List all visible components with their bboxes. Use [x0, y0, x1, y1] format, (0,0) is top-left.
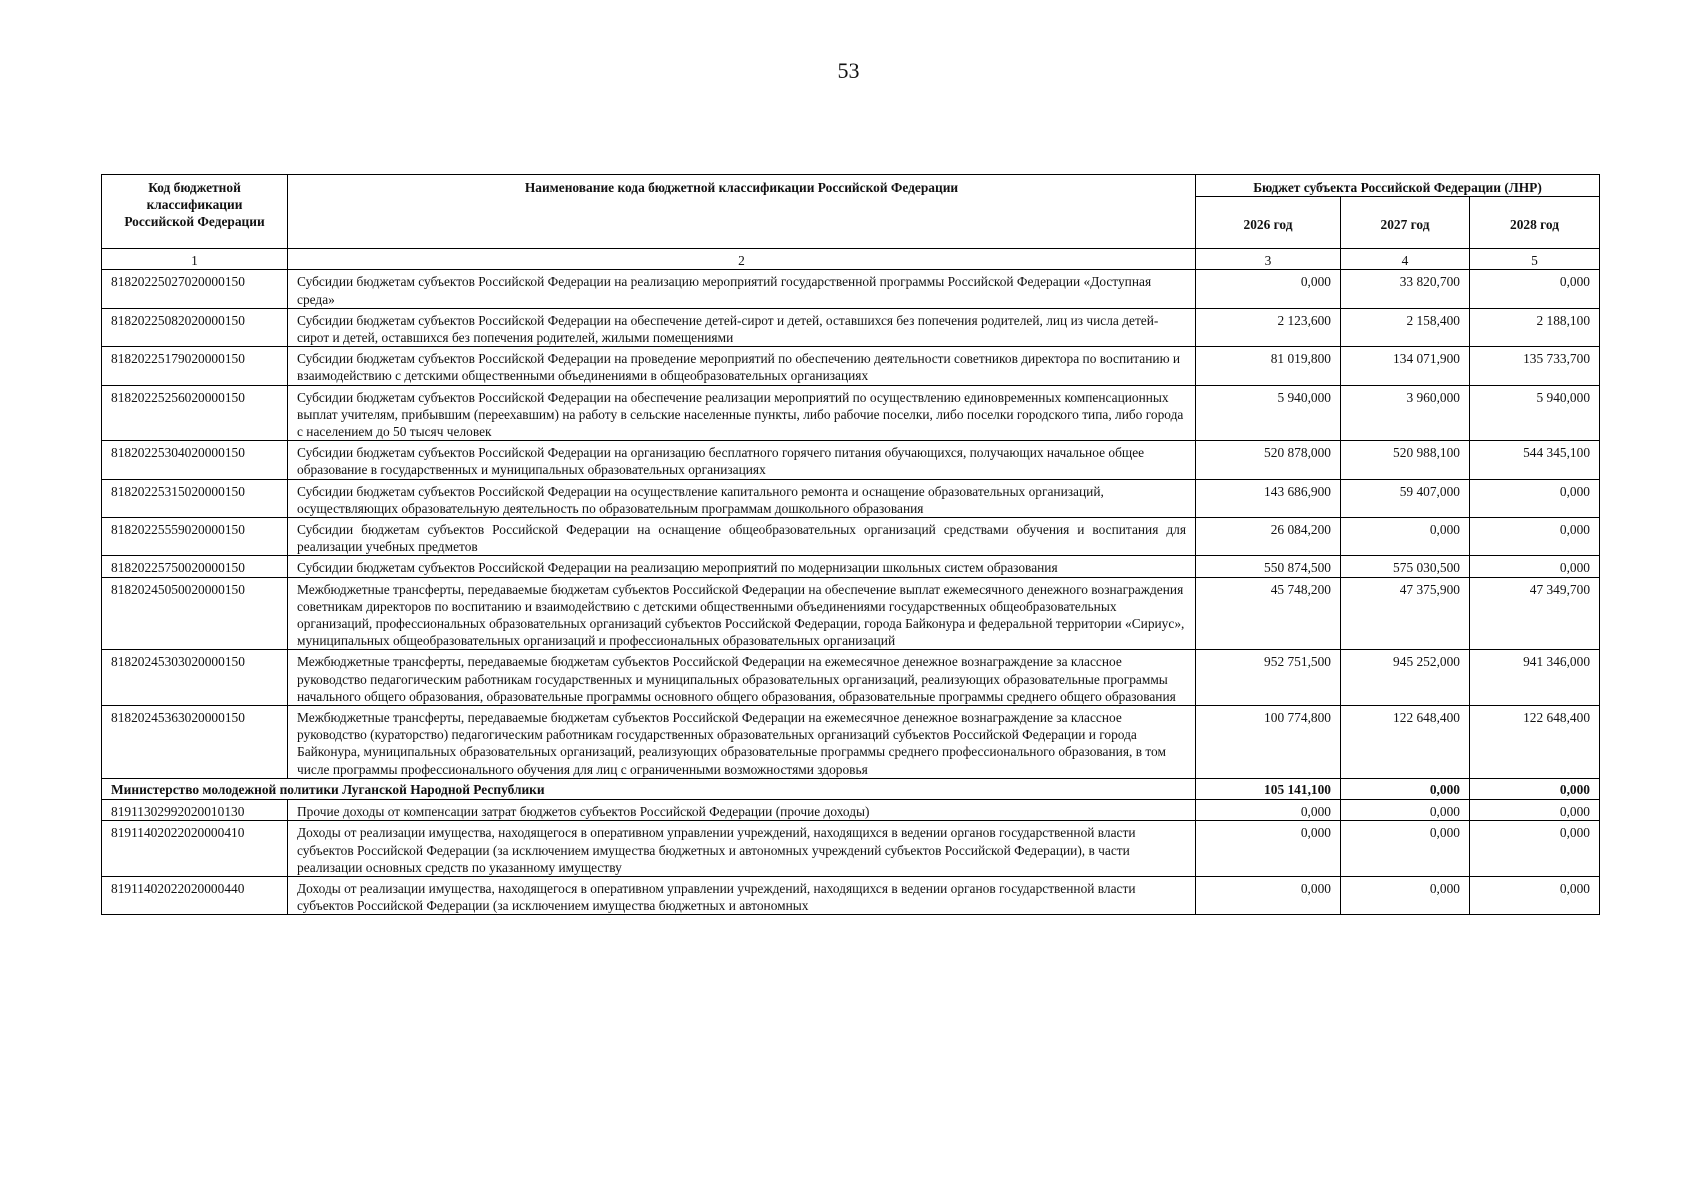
header-code: Код бюджетной классификации Российской Федерации	[102, 175, 288, 249]
budget-code: 81820225082020000150	[102, 308, 288, 346]
table-row	[102, 577, 1600, 650]
value-2026: 0,000	[1196, 800, 1341, 821]
header-budget: Бюджет субъекта Российской Федерации (ЛНР)	[1196, 175, 1600, 197]
value-2026: 550 874,500	[1196, 556, 1341, 577]
table-row	[102, 479, 1600, 517]
value-2027: 0,000	[1341, 800, 1470, 821]
table-row	[102, 876, 1600, 914]
budget-table	[101, 174, 1600, 915]
value-2026: 0,000	[1196, 270, 1341, 308]
budget-code: 81820225256020000150	[102, 385, 288, 441]
budget-code-name: Доходы от реализации имущества, находящегося в оперативном управлении учреждений, находящихся в ведении органов государственной власти субъектов Российской Федерации (за исключением имущества бюджетных и автономных учреждений субъектов Российской Федерации), в части реализации основных средств по указанному имуществу	[288, 821, 1196, 877]
value-2027: 47 375,900	[1341, 577, 1470, 650]
budget-code: 81820225559020000150	[102, 518, 288, 556]
table-row	[102, 821, 1600, 877]
ministry-total-2027: 0,000	[1341, 778, 1470, 799]
value-2028: 5 940,000	[1470, 385, 1600, 441]
value-2028: 0,000	[1470, 556, 1600, 577]
budget-code: 81911302992020010130	[102, 800, 288, 821]
value-2027: 0,000	[1341, 876, 1470, 914]
budget-code-name: Субсидии бюджетам субъектов Российской Федерации на проведение мероприятий по обеспечению деятельности советников директора по воспитанию и взаимодействию с детскими общественными объединениями в общеобразовательных организациях	[288, 347, 1196, 385]
value-2028: 122 648,400	[1470, 706, 1600, 779]
column-number: 3	[1196, 249, 1341, 270]
budget-code: 81820225027020000150	[102, 270, 288, 308]
budget-code: 81820245363020000150	[102, 706, 288, 779]
value-2026: 26 084,200	[1196, 518, 1341, 556]
value-2026: 5 940,000	[1196, 385, 1341, 441]
value-2027: 520 988,100	[1341, 441, 1470, 479]
table-row	[102, 556, 1600, 577]
value-2027: 575 030,500	[1341, 556, 1470, 577]
budget-code-name: Субсидии бюджетам субъектов Российской Федерации на реализацию мероприятий по модернизации школьных систем образования	[288, 556, 1196, 577]
table-row	[102, 650, 1600, 706]
value-2028: 0,000	[1470, 876, 1600, 914]
header-name: Наименование кода бюджетной классификации Российской Федерации	[288, 175, 1196, 249]
ministry-total-row	[102, 778, 1600, 799]
ministry-total-2026: 105 141,100	[1196, 778, 1341, 799]
table-row	[102, 270, 1600, 308]
table-row	[102, 518, 1600, 556]
budget-code: 81911402022020000440	[102, 876, 288, 914]
value-2026: 2 123,600	[1196, 308, 1341, 346]
budget-code-name: Субсидии бюджетам субъектов Российской Федерации на обеспечение реализации мероприятий по осуществлению единовременных компенсационных выплат учителям, прибывшим (переехавшим) на работу в сельские населенные пункты, либо рабочие поселки, либо поселки городского типа, либо города с населением до 50 тысяч человек	[288, 385, 1196, 441]
budget-code: 81911402022020000410	[102, 821, 288, 877]
value-2028: 0,000	[1470, 800, 1600, 821]
budget-code: 81820225315020000150	[102, 479, 288, 517]
budget-code-name: Субсидии бюджетам субъектов Российской Федерации на реализацию мероприятий государственной программы Российской Федерации «Доступная среда»	[288, 270, 1196, 308]
column-number: 5	[1470, 249, 1600, 270]
value-2028: 941 346,000	[1470, 650, 1600, 706]
header-year-2027: 2027 год	[1341, 197, 1470, 249]
budget-code: 81820225750020000150	[102, 556, 288, 577]
table-row	[102, 706, 1600, 779]
table-row	[102, 308, 1600, 346]
header-year-2026: 2026 год	[1196, 197, 1341, 249]
budget-code-name: Межбюджетные трансферты, передаваемые бюджетам субъектов Российской Федерации на ежемесячное денежное вознаграждение за классное руководство (кураторство) педагогическим работникам государственных образовательных организаций субъектов Российской Федерации и города Байконура, муниципальных образовательных организаций, реализующих образовательные программы среднего профессионального образования, в том числе программы профессионального обучения для лиц с ограниченными возможностями здоровья	[288, 706, 1196, 779]
value-2027: 59 407,000	[1341, 479, 1470, 517]
ministry-name: Министерство молодежной политики Луганской Народной Республики	[102, 778, 1196, 799]
value-2027: 945 252,000	[1341, 650, 1470, 706]
column-number: 4	[1341, 249, 1470, 270]
budget-code: 81820225179020000150	[102, 347, 288, 385]
value-2028: 135 733,700	[1470, 347, 1600, 385]
value-2028: 0,000	[1470, 821, 1600, 877]
ministry-total-2028: 0,000	[1470, 778, 1600, 799]
value-2027: 2 158,400	[1341, 308, 1470, 346]
table-row	[102, 800, 1600, 821]
budget-code-name: Межбюджетные трансферты, передаваемые бюджетам субъектов Российской Федерации на обеспечение выплат ежемесячного денежного вознаграждения советникам директоров по воспитанию и взаимодействию с детскими общественными объединениями государственных общеобразовательных организаций, профессиональных образовательных организаций субъектов Российской Федерации, города Байконура и федеральной территории «Сириус», муниципальных общеобразовательных организаций и профессиональных образовательных организаций	[288, 577, 1196, 650]
value-2028: 544 345,100	[1470, 441, 1600, 479]
value-2026: 81 019,800	[1196, 347, 1341, 385]
budget-code-name: Прочие доходы от компенсации затрат бюджетов субъектов Российской Федерации (прочие доходы)	[288, 800, 1196, 821]
budget-code-name: Межбюджетные трансферты, передаваемые бюджетам субъектов Российской Федерации на ежемесячное денежное вознаграждение за классное руководство педагогическим работникам государственных и муниципальных образовательных организаций, реализующих образовательные программы начального общего образования, образовательные программы основного общего образования, образовательные программы среднего общего образования	[288, 650, 1196, 706]
value-2026: 952 751,500	[1196, 650, 1341, 706]
budget-code: 81820225304020000150	[102, 441, 288, 479]
table-row	[102, 347, 1600, 385]
value-2026: 143 686,900	[1196, 479, 1341, 517]
value-2027: 0,000	[1341, 821, 1470, 877]
value-2026: 0,000	[1196, 876, 1341, 914]
column-number: 2	[288, 249, 1196, 270]
value-2027: 0,000	[1341, 518, 1470, 556]
column-number-row	[102, 249, 1600, 270]
budget-code-name: Субсидии бюджетам субъектов Российской Федерации на осуществление капитального ремонта и оснащение образовательных организаций, осуществляющих образовательную деятельность по образовательным программам дошкольного образования	[288, 479, 1196, 517]
header-year-2028: 2028 год	[1470, 197, 1600, 249]
budget-code-name: Субсидии бюджетам субъектов Российской Федерации на обеспечение детей-сирот и детей, оставшихся без попечения родителей, лиц из числа детей-сирот и детей, оставшихся без попечения родителей, жилыми помещениями	[288, 308, 1196, 346]
value-2026: 100 774,800	[1196, 706, 1341, 779]
value-2027: 122 648,400	[1341, 706, 1470, 779]
value-2027: 3 960,000	[1341, 385, 1470, 441]
column-number: 1	[102, 249, 288, 270]
value-2028: 47 349,700	[1470, 577, 1600, 650]
table-row	[102, 441, 1600, 479]
value-2026: 45 748,200	[1196, 577, 1341, 650]
value-2027: 33 820,700	[1341, 270, 1470, 308]
value-2026: 0,000	[1196, 821, 1341, 877]
budget-code-name: Субсидии бюджетам субъектов Российской Федерации на организацию бесплатного горячего питания обучающихся, получающих начальное общее образование в государственных и муниципальных образовательных организациях	[288, 441, 1196, 479]
budget-code: 81820245050020000150	[102, 577, 288, 650]
budget-code-name: Субсидии бюджетам субъектов Российской Федерации на оснащение общеобразовательных организаций средствами обучения и воспитания для реализации учебных предметов	[288, 518, 1196, 556]
value-2028: 2 188,100	[1470, 308, 1600, 346]
budget-code-name: Доходы от реализации имущества, находящегося в оперативном управлении учреждений, находящихся в ведении органов государственной власти субъектов Российской Федерации (за исключением имущества бюджетных и автономных	[288, 876, 1196, 914]
value-2026: 520 878,000	[1196, 441, 1341, 479]
header-row	[102, 175, 1600, 197]
value-2027: 134 071,900	[1341, 347, 1470, 385]
budget-code: 81820245303020000150	[102, 650, 288, 706]
page-number: 53	[837, 58, 860, 83]
value-2028: 0,000	[1470, 518, 1600, 556]
value-2028: 0,000	[1470, 270, 1600, 308]
value-2028: 0,000	[1470, 479, 1600, 517]
table-row	[102, 385, 1600, 441]
